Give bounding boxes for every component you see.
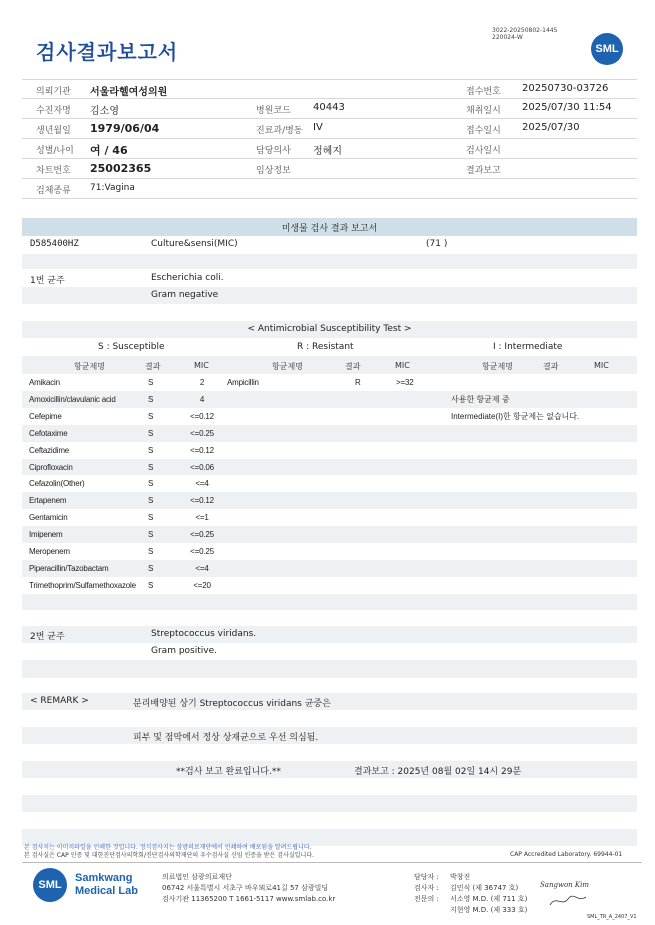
value-specimen: 71:Vagina [90, 183, 135, 193]
drug-mic: 2 [199, 378, 205, 387]
value-receipt-time: 2025/07/30 [522, 122, 580, 133]
ast-title-band [22, 321, 637, 338]
remark-line-1: 분리배양된 상기 Streptococcus viridans 균중은 [133, 699, 331, 709]
col-drug-2: 항균제명 [272, 362, 303, 371]
info-row-5 [22, 159, 637, 179]
drug-mic: <=0.06 [190, 462, 214, 472]
staff-specialist-1: 서소영 M.D. (제 711 호) [450, 895, 528, 903]
intermediate-note-2: Intermediate(I)한 항균제는 없습니다. [451, 412, 580, 421]
drug-result: S [148, 513, 154, 523]
remark-band-2 [22, 727, 637, 744]
remark-label: < REMARK > [30, 696, 89, 706]
report-subcode: 220024-W [492, 34, 523, 41]
page-title: 검사결과보고서 [36, 40, 179, 64]
footer-divider [22, 862, 642, 863]
drug-row-band [22, 492, 637, 509]
organism-2-name: Streptococcus viridans. [151, 629, 257, 639]
drug-name: Amoxicillin/clavulanic acid [29, 394, 116, 404]
drug-mic: <=0.12 [190, 496, 214, 506]
drug-name: Cefotaxime [29, 428, 68, 438]
value-department: IV [313, 122, 323, 133]
value-chart-number: 25002365 [90, 162, 152, 175]
organism-1-gram: Gram negative [151, 290, 219, 300]
drug-result: S [148, 378, 154, 387]
org-address: 06742 서울특별시 서초구 바우뫼로41길 57 삼광빌딩 [162, 884, 329, 892]
drug-mic: <=0.12 [190, 445, 214, 455]
info-row-2 [22, 99, 637, 119]
label-specimen: 검체종류 [36, 186, 71, 196]
drug-name: Ciprofloxacin [29, 462, 73, 472]
drug-name: Cefazolin(Other) [29, 479, 85, 489]
drug-name: Cefepime [29, 411, 62, 421]
drug-result: S [148, 479, 154, 489]
intermediate-note-1: 사용한 항균제 중 [451, 395, 510, 404]
organism-2-band [22, 626, 637, 643]
legend-susceptible: S : Susceptible [98, 342, 165, 352]
staff-tester: 김민식 (제 36747 호) [450, 884, 519, 892]
drug-name: Ertapenem [29, 496, 67, 506]
label-test-time: 검사일시 [466, 146, 501, 156]
signature-tester: Sangwon Kim [540, 881, 590, 889]
label-collection-time: 채취일시 [466, 106, 501, 116]
blank-band [22, 254, 637, 269]
drug-result: S [148, 530, 154, 540]
drug-result: S [148, 496, 154, 506]
drug-name: Imipenem [29, 530, 63, 540]
ast-title: < Antimicrobial Susceptibility Test > [247, 324, 412, 334]
staff-label-tester: 검사자 : [414, 884, 439, 892]
organism-2-gram: Gram positive. [151, 646, 217, 656]
sml-logo: SML [591, 33, 623, 65]
brand-line-2: Medical Lab [75, 885, 138, 897]
remark-band [22, 693, 637, 710]
info-row-1 [22, 79, 637, 99]
sml-footer-logo: SML [33, 868, 67, 902]
org-name: 의료법인 삼광의료재단 [162, 873, 232, 881]
value-collection-time: 2025/07/30 11:54 [522, 102, 612, 113]
notice-image: 본 검사지는 이미지파일을 인쇄한 것입니다. 정식검사지는 삼광의료재단에서 인쇄하여 배포됨을 알려드립니다. [24, 844, 312, 851]
label-receipt-time: 접수일시 [466, 126, 501, 136]
cap-accredited: CAP Accredited Laboratory. 69944-01 [510, 851, 623, 858]
label-requester: 의뢰기관 [36, 87, 71, 97]
drug-name: Gentamicin [29, 513, 68, 523]
remark-line-2: 피부 및 점막에서 정상 상재균으로 우선 의심됨. [133, 733, 319, 743]
label-hospital-code: 병원코드 [256, 106, 291, 116]
notice-cap: 본 검사실은 CAP 인증 및 대한진단검사의학회/진단검사의학재단의 우수검사실 신임 인증을 받은 검사실입니다. [24, 852, 314, 859]
drug-mic: <=0.25 [190, 428, 214, 438]
staff-label-specialist: 전문의 : [414, 895, 439, 903]
value-doctor: 정혜지 [313, 146, 342, 157]
drug-result: S [148, 411, 154, 421]
info-row-4 [22, 139, 637, 159]
drug-r-name: Ampicillin [227, 378, 259, 387]
col-result-2: 결과 [345, 362, 361, 371]
value-sex-age: 여 / 46 [90, 144, 128, 157]
gram-band [22, 287, 637, 304]
report-complete: **검사 보고 완료입니다.** [176, 767, 281, 777]
label-birthdate: 생년월일 [36, 126, 71, 136]
label-clinical-info: 임상정보 [256, 166, 291, 176]
drug-name: Meropenem [29, 547, 70, 556]
info-row-3 [22, 119, 637, 139]
drug-result: S [148, 462, 154, 472]
drug-mic: <=0.25 [190, 547, 214, 556]
drug-result: S [148, 580, 154, 590]
drug-name: Piperacillin/Tazobactam [29, 563, 109, 573]
drug-result: S [148, 547, 154, 556]
drug-mic: <=0.12 [190, 411, 214, 421]
label-chart-number: 차트번호 [36, 166, 71, 176]
brand-line-1: Samkwang [75, 872, 133, 884]
col-mic-3: MIC [594, 361, 609, 370]
test-code: D585400HZ [30, 239, 79, 249]
col-result-1: 결과 [145, 362, 161, 371]
report-time: 결과보고 : 2025년 08월 02일 14시 29분 [354, 767, 522, 777]
staff-specialist-2: 지현영 M.D. (제 333 호) [450, 906, 528, 914]
test-number: (71 ) [426, 239, 448, 249]
drug-row-band [22, 459, 637, 476]
drug-name: Amikacin [29, 378, 60, 387]
staff-manager: 박창진 [450, 873, 471, 881]
legend-intermediate: I : Intermediate [493, 342, 563, 352]
drug-mic: 4 [199, 394, 205, 404]
drug-r-mic: >=32 [396, 378, 414, 387]
signature-specialist [548, 893, 588, 909]
blank-band-4 [22, 795, 637, 812]
blank-band-2 [22, 594, 637, 610]
drug-result: S [148, 445, 154, 455]
test-name: Culture&sensi(MIC) [151, 239, 238, 249]
value-requester: 서울라헬여성의원 [90, 87, 168, 98]
completion-band [22, 761, 637, 778]
value-accession: 20250730-03726 [522, 83, 609, 94]
label-doctor: 담당의사 [256, 146, 291, 156]
drug-mic: <=4 [195, 479, 209, 489]
value-patient: 김소영 [90, 106, 119, 117]
section-title-band [22, 218, 637, 236]
organism-1-name: Escherichia coli. [151, 273, 224, 283]
ast-column-header [22, 356, 637, 374]
drug-row-band [22, 526, 637, 543]
organism-2-label: 2번 균주 [30, 632, 65, 642]
info-row-6 [22, 179, 637, 199]
organism-1-label: 1번 균주 [30, 276, 65, 286]
value-birthdate: 1979/06/04 [90, 122, 160, 135]
label-patient: 수진자명 [36, 106, 71, 116]
drug-result: S [148, 394, 154, 404]
legend-resistant: R : Resistant [297, 342, 354, 352]
drug-r-result: R [355, 378, 361, 387]
col-mic-1: MIC [194, 361, 209, 370]
staff-label-manager: 담당자 : [414, 873, 439, 881]
form-code: SML_TR_A_2407_V1 [587, 914, 637, 920]
drug-row-band [22, 560, 637, 577]
blank-band-3 [22, 660, 637, 678]
drug-mic: <=20 [193, 580, 211, 590]
label-accession: 접수번호 [466, 87, 501, 97]
drug-mic: <=1 [195, 513, 209, 523]
col-drug-3: 항균제명 [482, 362, 513, 371]
org-contact: 검사기관 11365200 T 1661-5117 www.smlab.co.kr [162, 895, 336, 903]
drug-result: S [148, 428, 154, 438]
drug-name: Ceftazidime [29, 445, 70, 455]
drug-row-band [22, 425, 637, 442]
drug-result: S [148, 563, 154, 573]
drug-mic: <=4 [195, 563, 209, 573]
label-result-report: 결과보고 [466, 166, 501, 176]
col-mic-2: MIC [395, 361, 410, 370]
brand-name [75, 872, 138, 898]
col-drug-1: 항균제명 [74, 362, 105, 371]
section-title: 미생물 검사 결과 보고서 [281, 224, 378, 234]
drug-name: Trimethoprim/Sulfamethoxazole [29, 580, 136, 590]
col-result-3: 결과 [543, 362, 559, 371]
label-sex-age: 성별/나이 [36, 146, 74, 156]
value-hospital-code: 40443 [313, 102, 345, 113]
drug-mic: <=0.25 [190, 530, 214, 540]
label-department: 진료과/병동 [256, 126, 303, 136]
report-code: 3022-20250802-1445 [492, 27, 558, 34]
